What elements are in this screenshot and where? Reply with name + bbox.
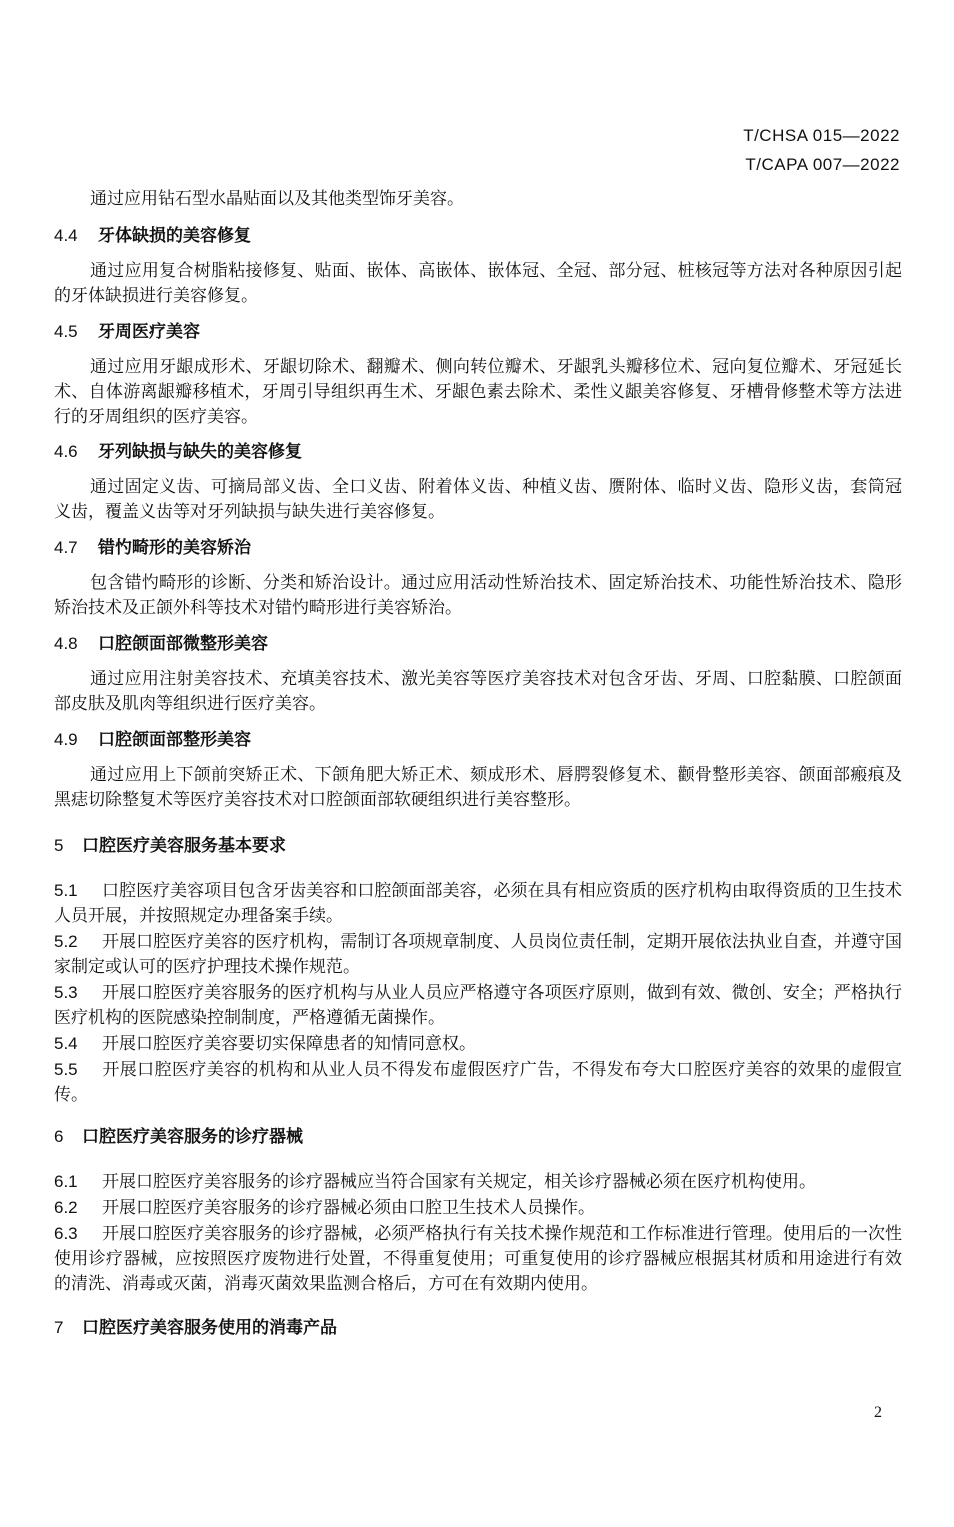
intro-paragraph xyxy=(54,187,902,212)
chapter-title: 口腔医疗美容服务使用的消毒产品 xyxy=(82,1318,337,1338)
item-number: 6.3 xyxy=(54,1224,78,1243)
section-text: 通过应用复合树脂粘接修复、贴面、嵌体、高嵌体、嵌体冠、全冠、部分冠、桩核冠等方法对各种原因引起的牙体缺损进行美容修复。 xyxy=(54,261,902,306)
chapter-heading xyxy=(54,833,902,859)
section-text: 包含错㣿畸形的诊断、分类和矫治设计。通过应用活动性矫治技术、固定矫治技术、功能性矫治技术、隐形矫治技术及正颌外科等技术对错㣿畸形进行美容矫治。 xyxy=(54,573,902,618)
section-number: 4.9 xyxy=(54,730,78,749)
section-title: 口腔颌面部微整形美容 xyxy=(98,634,268,654)
chapter-number: 5 xyxy=(54,836,64,855)
section-5 xyxy=(54,833,902,1108)
item-text: 开展口腔医疗美容要切实保障患者的知情同意权。 xyxy=(102,1034,476,1054)
item-number: 5.4 xyxy=(54,1034,78,1053)
item-text: 开展口腔医疗美容服务的医疗机构与从业人员应严格遵守各项医疗原则，做到有效、微创、安全；严格执行医疗机构的医院感染控制制度，严格遵循无菌操作。 xyxy=(54,983,902,1028)
requirement-list xyxy=(54,878,902,1108)
list-item xyxy=(54,1057,902,1108)
section-4-5 xyxy=(54,319,902,430)
chapter-number: 7 xyxy=(54,1318,64,1337)
section-title: 牙体缺损的美容修复 xyxy=(98,226,251,246)
section-4-4 xyxy=(54,223,902,309)
section-title: 错㣿畸形的美容矫治 xyxy=(98,538,251,558)
section-number: 4.7 xyxy=(54,538,78,557)
section-heading xyxy=(54,727,902,753)
item-number: 5.5 xyxy=(54,1060,78,1079)
item-text: 口腔医疗美容项目包含牙齿美容和口腔颌面部美容，必须在具有相应资质的医疗机构由取得资质的卫生技术人员开展，并按照规定办理备案手续。 xyxy=(54,881,902,926)
list-item xyxy=(54,929,902,980)
list-item xyxy=(54,1169,902,1195)
item-text: 开展口腔医疗美容服务的诊疗器械应当符合国家有关规定，相关诊疗器械必须在医疗机构使用。 xyxy=(102,1172,816,1192)
chapter-title: 口腔医疗美容服务的诊疗器械 xyxy=(82,1127,303,1147)
section-4-9 xyxy=(54,727,902,813)
section-number: 4.6 xyxy=(54,442,78,461)
intro-text: 通过应用钻石型水晶贴面以及其他类型饰牙美容。 xyxy=(90,189,464,209)
section-text: 通过应用牙龈成形术、牙龈切除术、翻瓣术、侧向转位瓣术、牙龈乳头瓣移位术、冠向复位瓣术、牙冠延长术、自体游离龈瓣移植术，牙周引导组织再生术、牙龈色素去除术、柔性义龈美容修复、牙槽骨修整术等方法进行的牙周组织的医疗美容。 xyxy=(54,357,902,427)
section-number: 4.5 xyxy=(54,322,78,341)
list-item xyxy=(54,1031,902,1057)
item-number: 6.2 xyxy=(54,1198,78,1217)
item-number: 5.2 xyxy=(54,932,78,951)
section-4-8 xyxy=(54,631,902,717)
section-7 xyxy=(54,1315,902,1341)
section-number: 4.4 xyxy=(54,226,78,245)
instrument-list xyxy=(54,1169,902,1297)
section-heading xyxy=(54,223,902,249)
item-text: 开展口腔医疗美容服务的诊疗器械，必须严格执行有关技术操作规范和工作标准进行管理。使用后的一次性使用诊疗器械，应按照医疗废物进行处置，不得重复使用；可重复使用的诊疗器械应根据其材质和用途进行有效的清洗、消毒或灭菌，消毒灭菌效果监测合格后，方可在有效期内使用。 xyxy=(54,1224,902,1294)
section-heading xyxy=(54,319,902,345)
item-text: 开展口腔医疗美容服务的诊疗器械必须由口腔卫生技术人员操作。 xyxy=(102,1198,595,1218)
section-text: 通过应用上下颌前突矫正术、下颌角肥大矫正术、颏成形术、唇腭裂修复术、颧骨整形美容、颌面部瘢痕及黑痣切除整复术等医疗美容技术对口腔颌面部软硬组织进行美容整形。 xyxy=(54,765,902,810)
section-title: 口腔颌面部整形美容 xyxy=(98,730,251,750)
chapter-number: 6 xyxy=(54,1127,64,1146)
item-text: 开展口腔医疗美容的机构和从业人员不得发布虚假医疗广告，不得发布夸大口腔医疗美容的效果的虚假宣传。 xyxy=(54,1060,902,1105)
section-4-7 xyxy=(54,535,902,621)
standard-number-capa: T/CAPA 007—2022 xyxy=(745,155,900,174)
section-title: 牙周医疗美容 xyxy=(98,322,200,342)
item-number: 6.1 xyxy=(54,1172,78,1191)
chapter-heading xyxy=(54,1124,902,1150)
list-item xyxy=(54,980,902,1031)
section-heading xyxy=(54,535,902,561)
item-number: 5.1 xyxy=(54,881,78,900)
section-title: 牙列缺损与缺失的美容修复 xyxy=(98,442,302,462)
list-item xyxy=(54,1221,902,1297)
standard-number-chsa: T/CHSA 015—2022 xyxy=(743,126,900,145)
list-item xyxy=(54,1195,902,1221)
chapter-title: 口腔医疗美容服务基本要求 xyxy=(82,836,286,856)
section-text: 通过应用注射美容技术、充填美容技术、激光美容等医疗美容技术对包含牙齿、牙周、口腔黏膜、口腔颌面部皮肤及肌肉等组织进行医疗美容。 xyxy=(54,669,902,714)
section-text: 通过固定义齿、可摘局部义齿、全口义齿、附着体义齿、种植义齿、赝附体、临时义齿、隐形义齿，套筒冠义齿，覆盖义齿等对牙列缺损与缺失进行美容修复。 xyxy=(54,477,902,522)
item-text: 开展口腔医疗美容的医疗机构，需制订各项规章制度、人员岗位责任制，定期开展依法执业自查，并遵守国家制定或认可的医疗护理技术操作规范。 xyxy=(54,932,902,977)
item-number: 5.3 xyxy=(54,983,78,1002)
section-heading xyxy=(54,439,902,465)
list-item xyxy=(54,878,902,929)
chapter-heading xyxy=(54,1315,902,1341)
section-4-6 xyxy=(54,439,902,525)
section-heading xyxy=(54,631,902,657)
section-6 xyxy=(54,1124,902,1297)
section-number: 4.8 xyxy=(54,634,78,653)
page-number: 2 xyxy=(874,1404,882,1421)
